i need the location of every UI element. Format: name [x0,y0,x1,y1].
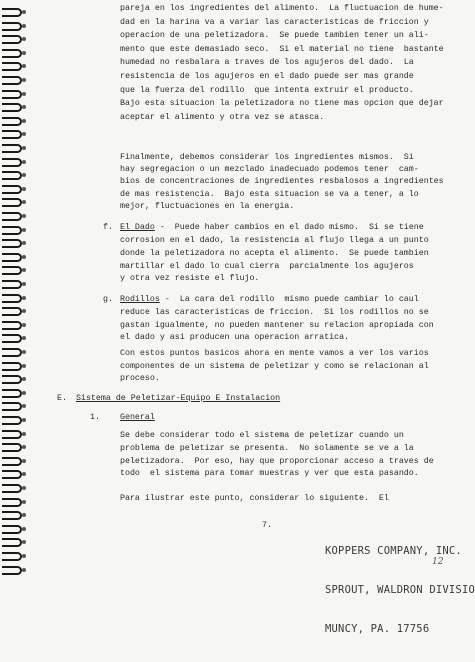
text-line: proceso. [120,374,160,384]
text-line: y otra vez resiste el flujo. [120,274,260,284]
text-line: problema de peletizar se presenta. No solamente se ve a la [120,443,414,453]
item-g-letter: g. [103,295,113,304]
text-line: humedad no resbalara a traves de los agujeros del dado. La [120,58,414,68]
paragraph-para: Para ilustrar este punto, considerar lo siguiente. El [120,494,389,503]
sub-1-number: 1. [90,413,100,422]
stamp-line-1: KOPPERS COMPANY, INC. [325,545,462,557]
text-line: reduce las caracteristicas de friccion. Si los rodillos no se [120,308,429,317]
text-line: aceptar el alimento y otra vez se atasca. [120,112,325,122]
item-f-letter: f. [103,223,113,232]
text-line: bios de concentraciones de ingredientes resbalosos a ingredientes [120,177,444,187]
stamp-line-2: SPROUT, WALDRON DIVISIO [325,584,475,596]
handwritten-number: 12 [432,557,444,567]
text-line: Se debe considerar todo el sistema de peletizar cuando un [120,431,404,440]
text-line: Finalmente, debemos considerar los ingredientes mismos. Si [120,153,414,162]
text-line: Con estos puntos basicos ahora en mente vamos a ver los varios [120,349,429,358]
text-line: que la fuerza del rodillo que intenta extruir el producto. [120,85,414,95]
text-line: peletizadora. Por eso, hay que proporcionar acceso a traves de [120,456,434,466]
page-number: 7. [262,521,272,530]
text-line: resistencia de los agujeros en el dado puede ser mas grande [120,72,414,81]
item-g-first-line [120,294,419,305]
text-line: pareja en los ingredientes del alimento. La fluctuacion de hume- [120,4,444,13]
text-line: mento que este demasiado seco. Si el material no tiene bastante [120,44,444,54]
text-line: el dado y asi producen una operacion arratica. [120,333,350,343]
text-line: donde la peletizadora no acepta el alimento. Se puede tambien [120,248,429,258]
text-line: todo el sistema para tomar muestras y ver que esta pasando. [120,469,419,479]
item-f-first-text: - Puede haber cambios en el dado mismo. Si se tiene [154,223,424,232]
text-line: martillar el dado lo cual cierra parcialmente los agujeros [120,261,414,271]
text-line: Bajo esta situacion la peletizadora no tiene mas opcion que dejar [120,99,444,109]
item-g-first-text: - La cara del rodillo mismo puede cambiar lo caul [159,295,419,304]
text-line: gastan igualmente, no pueden mantener su relacion apropiada con [120,320,434,330]
section-e-letter: E. [57,394,67,403]
sub-1-title: General [120,413,155,422]
section-e-title: Sistema de Peletizar-Equipo E Instalacion [76,394,281,403]
item-g-heading: Rodillos [120,295,160,304]
company-stamp [325,519,475,662]
text-line: componentes de un sistema de peletizar y como se relacionan al [120,361,429,371]
text-line: corrosion en el dado, la resistencia al flujo llega a un punto [120,236,429,245]
text-line: hay segregacion o un mezclado inadecuado podemos tener cam- [120,165,419,175]
text-line: de mas resistencia. Bajo esta situacion se va a tener, a lo [120,189,419,199]
text-line: mejor, fluctuaciones en la energia. [120,201,295,211]
item-f-first-line [120,222,424,233]
text-line: dad en la harina va a variar las caracteristicas de friccion y [120,17,429,27]
text-line: operacion de una peletizadora. Se puede tambien tener un ali- [120,31,429,41]
stamp-line-3: MUNCY, PA. 17756 [325,623,430,635]
item-f-heading: El Dado [120,223,155,232]
